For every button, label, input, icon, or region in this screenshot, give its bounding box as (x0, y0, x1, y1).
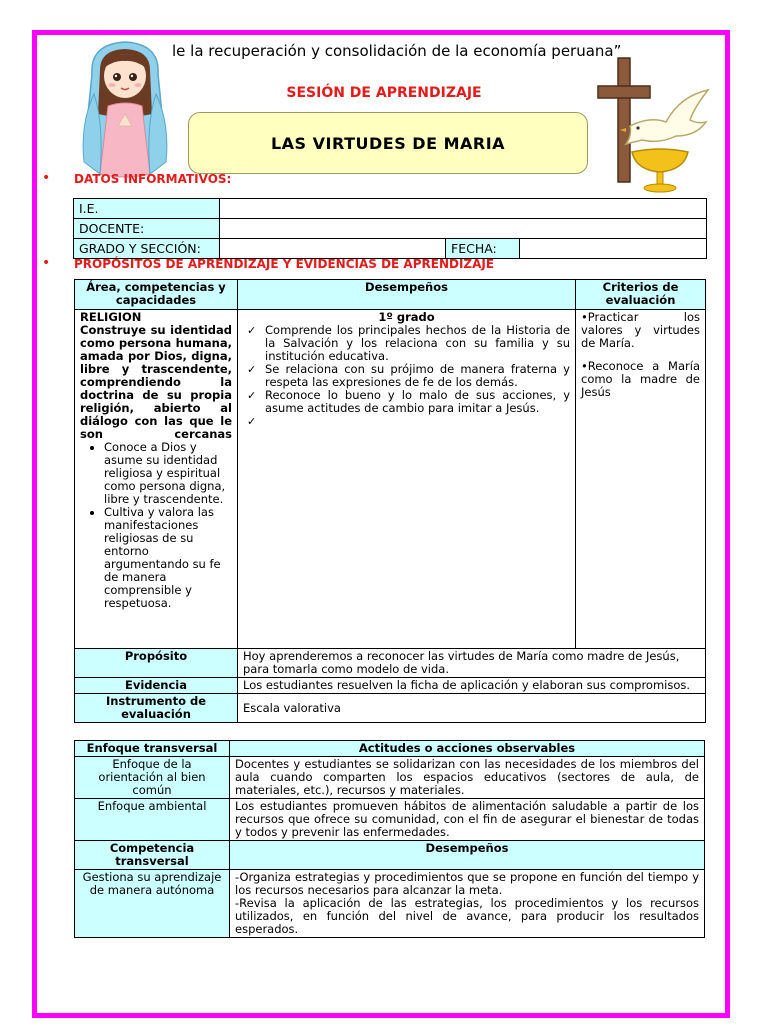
criterion-item: •Practicar los valores y virtudes de María. (581, 310, 700, 350)
evidencia-label: Evidencia (75, 678, 238, 694)
header-criterios: Criterios de evaluación (576, 280, 706, 310)
criterion-item: •Reconoce a María como la madre de Jesús (581, 359, 700, 399)
fecha-value (520, 239, 707, 259)
session-title: SESIÓN DE APRENDIZAJE (286, 85, 482, 101)
performance-item: ✓ Se relaciona con su prójimo de manera fraterna y respeta las expresiones de fe de los demás. (243, 363, 570, 389)
header-competencia: Competencia transversal (75, 841, 230, 870)
performance-item (243, 415, 570, 428)
lesson-title (188, 112, 588, 174)
area-subject: RELIGION (80, 310, 142, 324)
competencia-performances (230, 870, 705, 938)
bullet: • (42, 255, 51, 271)
lesson-title-text: LAS VIRTUDES DE MARIA (270, 133, 506, 153)
ie-label: I.E. (74, 199, 220, 219)
virgin-mary-illustration (70, 34, 180, 184)
capacity-item: • Cultiva y valora las manifestaciones religiosas de su entorno argumentando su fe de manera comprensible y respetuosa. (104, 506, 232, 610)
grade-label: 1º grado (378, 310, 435, 324)
header-area: Área, competencias y capacidades (75, 280, 238, 310)
performances-list (243, 324, 570, 428)
criteria-cell (576, 310, 706, 649)
enfoque-name: Enfoque ambiental (75, 799, 230, 841)
fecha-label: FECHA: (446, 239, 520, 259)
instrumento-text: Escala valorativa (238, 694, 706, 723)
performance-item: ✓ Reconoce lo bueno y lo malo de sus acciones, y asume actitudes de cambio para imitar a Jesús. (243, 389, 570, 415)
grado-label: GRADO Y SECCIÓN: (74, 239, 220, 259)
competencia-line: -Organiza estrategias y procedimientos que se propone en función del tiempo y los recursos necesarios para alcanzar la meta. (235, 870, 699, 897)
header-actitudes: Actitudes o acciones observables (230, 741, 705, 757)
ie-value (220, 199, 707, 219)
header-desempenos-transversal: Desempeños (230, 841, 705, 870)
performance-item: ✓ Comprende los principales hechos de la Historia de la Salvación y los relaciona con su familia y su institución educativa. (243, 324, 570, 363)
grado-value (220, 239, 446, 259)
info-table (73, 198, 707, 259)
area-cell (75, 310, 238, 649)
purposes-table (74, 279, 706, 723)
competencia-name: Gestiona su aprendizaje de manera autónoma (75, 870, 230, 938)
docente-label: DOCENTE: (74, 219, 220, 239)
enfoque-text: Docentes y estudiantes se solidarizan con las necesidades de los miembros del aula cuando comparten los espacios educativos (sectores de aula, de materiales, etc.), recursos y materiales. (230, 757, 705, 799)
chalice-icon (628, 148, 692, 194)
proposito-label: Propósito (75, 649, 238, 678)
header-desempenos: Desempeños (238, 280, 576, 310)
performances-cell (238, 310, 576, 649)
transversal-table (74, 740, 705, 938)
competencia-line: -Revisa la aplicación de las estrategias, los procedimientos y los recursos utilizados, en función del nivel de avance, para producir los resultados esperados. (235, 896, 699, 936)
purposes-heading: PROPÓSITOS DE APRENDIZAJE Y EVIDENCIAS DE APRENDIZAJE (74, 257, 495, 271)
area-competence: Construye su identidad como persona humana, amada por Dios, digna, libre y trascendente, comprendiendo la doctrina de su propia religión, abierto al diálogo con las que le son cercanas (80, 323, 232, 441)
enfoque-name: Enfoque de la orientación al bien común (75, 757, 230, 799)
national-motto: le la recuperación y consolidación de la economía peruana” (172, 42, 622, 60)
bullet: • (42, 170, 51, 186)
evidencia-text: Los estudiantes resuelven la ficha de aplicación y elaboran sus compromisos. (238, 678, 706, 694)
header-enfoque: Enfoque transversal (75, 741, 230, 757)
info-heading: DATOS INFORMATIVOS: (74, 172, 232, 186)
docente-value (220, 219, 707, 239)
instrumento-label: Instrumento de evaluación (75, 694, 238, 723)
proposito-text: Hoy aprenderemos a reconocer las virtudes de María como madre de Jesús, para tomarla como modelo de vida. (238, 649, 706, 678)
enfoque-text: Los estudiantes promueven hábitos de alimentación saludable a partir de los recursos que ofrece su comunidad, con el fin de asegurar el bienestar de todas y todos y prevenir las enfermedades. (230, 799, 705, 841)
capacities-list (80, 441, 232, 610)
capacity-item: • Conoce a Dios y asume su identidad religiosa y espiritual como persona digna, libre y trascendente. (104, 441, 232, 506)
